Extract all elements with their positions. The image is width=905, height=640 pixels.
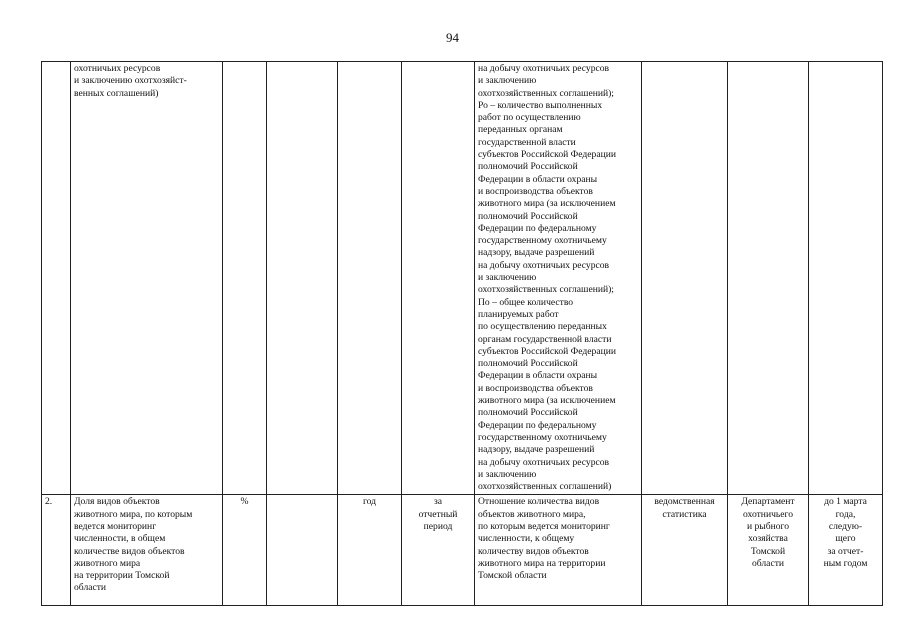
text-line: животного мира (за исключением (478, 198, 616, 210)
unit-cell (223, 62, 267, 495)
text-line: области (751, 557, 785, 569)
page-number: 94 (446, 30, 459, 45)
text-line: численности, к общему (478, 533, 575, 545)
text-line: года, (835, 508, 856, 520)
source-cell (642, 62, 728, 495)
empty-cell (267, 62, 338, 495)
text-line: на территории Томской (74, 570, 170, 582)
text-line: субъектов Российской Федерации (478, 345, 616, 357)
text-line: государственному охотничьему (478, 235, 607, 247)
text-line: охотхозяйственных соглашений); (478, 87, 614, 99)
text-line: до 1 марта (824, 496, 867, 508)
text-line: ведомственная (654, 496, 715, 508)
text-line: органам государственной власти (478, 333, 612, 345)
unit-cell: % (223, 495, 267, 606)
text-line: животного мира, по которым (74, 508, 193, 520)
text-line: Доля видов объектов (74, 496, 160, 508)
period-type-cell (338, 62, 402, 495)
period-note-cell (402, 62, 475, 495)
text-line: переданных органам (478, 124, 563, 136)
text-line: количестве видов объектов (74, 545, 185, 557)
text-line: Департамент (741, 496, 795, 508)
text-line: объектов животного мира, (478, 508, 586, 520)
text-line: Федерации в области охраны (478, 173, 598, 185)
text-line: полномочий Российской (478, 358, 578, 370)
text-line: Федерации по федеральному (478, 419, 597, 431)
text-line: ведется мониторинг (74, 520, 157, 532)
table-row (42, 495, 883, 606)
indicator-name-cell: охотничьих ресурсов и заключению охотхозяйст- венных соглашений) (71, 62, 223, 495)
text-line: и рыбного (746, 520, 790, 532)
text-line: охотхозяйственных соглашений); (478, 284, 614, 296)
text-line: государственному охотничьему (478, 431, 607, 443)
text-line: количеству видов объектов (478, 545, 589, 557)
row-number-cell (42, 62, 71, 495)
indicator-name-cell (71, 495, 223, 606)
formula-cell (475, 62, 642, 495)
text-line: щего (835, 533, 856, 545)
text-line: за отчет- (827, 545, 864, 557)
text-line: животного мира на территории (478, 557, 606, 569)
text-line: животного мира (за исключением (478, 395, 616, 407)
indicators-table (41, 61, 883, 606)
text-line: следую- (828, 520, 863, 532)
text-line: и воспроизводства объектов (478, 185, 593, 197)
text-line: отчетный (418, 508, 458, 520)
text-line: Федерации по федеральному (478, 222, 597, 234)
formula-cell (475, 495, 642, 606)
row-number-cell: 2. (42, 495, 71, 606)
deadline-cell (809, 62, 883, 495)
text-line: по которым ведется мониторинг (478, 520, 610, 532)
text-line: и заключению (478, 272, 537, 284)
text-line: субъектов Российской Федерации (478, 149, 616, 161)
text-line: области (74, 582, 107, 594)
text-line: за (433, 496, 443, 508)
text-line: Томской (750, 545, 786, 557)
text-line: ным годом (823, 557, 868, 569)
text-line: полномочий Российской (478, 407, 578, 419)
text-line: охотничьего (742, 508, 794, 520)
text-line: животного мира (74, 557, 141, 569)
text-line: на добычу охотничьих ресурсов (478, 63, 610, 74)
text-line: Отношение количества видов (478, 496, 600, 508)
text-line: государственной власти (478, 136, 576, 148)
responsible-cell (728, 495, 809, 606)
text-line: на добычу охотничьих ресурсов (478, 259, 610, 271)
text-line: Федерации в области охраны (478, 370, 598, 382)
text-line: По – общее количество (478, 296, 574, 308)
text-line: полномочий Российской (478, 161, 578, 173)
text-line: Ро – количество выполненных (478, 99, 603, 111)
text-line: и воспроизводства объектов (478, 382, 593, 394)
responsible-cell (728, 62, 809, 495)
period-type-cell: год (338, 495, 402, 606)
empty-cell (267, 495, 338, 606)
source-cell (642, 495, 728, 606)
deadline-cell (809, 495, 883, 606)
period-note-cell (402, 495, 475, 606)
table-row (42, 62, 883, 495)
text-line: охотхозяйственных соглашений) (478, 481, 612, 493)
text-line: по осуществлению переданных (478, 321, 607, 333)
text-line: надзору, выдаче разрешений (478, 247, 595, 259)
text-line: статистика (662, 508, 707, 520)
text-line: и заключению (478, 75, 537, 87)
text-line: хозяйства (748, 533, 788, 545)
text-line: надзору, выдаче разрешений (478, 444, 595, 456)
text-line: численности, в общем (74, 533, 166, 545)
text-line: и заключению (478, 468, 537, 480)
text-line: работ по осуществлению (478, 112, 581, 124)
text-line: планируемых работ (478, 308, 559, 320)
text-line: на добычу охотничьих ресурсов (478, 456, 610, 468)
text-line: полномочий Российской (478, 210, 578, 222)
text-line: период (423, 520, 453, 532)
text-line: Томской области (478, 570, 547, 582)
